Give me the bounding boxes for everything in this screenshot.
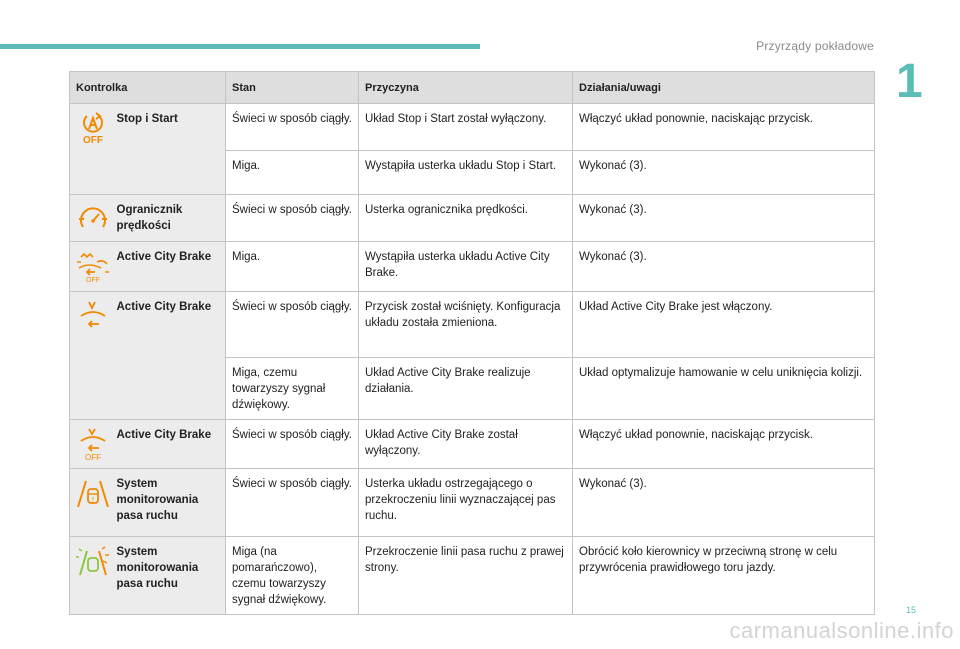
cause-cell: Układ Stop i Start został wyłączony. [359,104,573,151]
action-cell: Włączyć układ ponownie, naciskając przycisk. [573,420,875,469]
action-cell: Układ optymalizuje hamowanie w celu uniknięcia kolizji. [573,358,875,420]
action-cell: Układ Active City Brake jest włączony. [573,292,875,358]
table-row [70,292,875,358]
active-city-brake-icon [75,298,111,334]
active-city-brake-off-icon [75,426,111,462]
indicator-name: System monitorowania pasa ruchu [115,469,226,537]
svg-text:!: ! [91,497,94,504]
table-row [70,104,875,151]
indicator-name: Active City Brake [115,420,226,469]
state-cell: Świeci w sposób ciągły. [226,104,359,151]
state-cell: Miga, czemu towarzyszy sygnał dźwiękowy. [226,358,359,420]
table-row [70,537,875,615]
header-kontrolka: Kontrolka [70,72,226,104]
indicator-name: System monitorowania pasa ruchu [115,537,226,615]
table-row [70,242,875,292]
cause-cell: Usterka ogranicznika prędkości. [359,195,573,242]
cause-cell: Przycisk został wciśnięty. Konfiguracja układu została zmieniona. [359,292,573,358]
chapter-number: 1 [896,55,923,108]
stop-start-off-icon [75,110,111,146]
state-cell: Świeci w sposób ciągły. [226,469,359,537]
table-row [70,469,875,537]
action-cell: Wykonać (3). [573,151,875,195]
active-city-brake-blink-icon [75,248,111,284]
lane-departure-blink-icon [75,543,111,579]
indicator-name: Active City Brake [115,292,226,420]
svg-text:OFF: OFF [85,277,100,284]
cause-cell: Wystąpiła usterka układu Stop i Start. [359,151,573,195]
lane-departure-icon [75,475,111,511]
indicator-name: Ogranicznik prędkości [115,195,226,242]
action-cell: Obrócić koło kierownicy w przeciwną stronę w celu przywrócenia prawidłowego toru jazdy. [573,537,875,615]
header-stan: Stan [226,72,359,104]
state-cell: Świeci w sposób ciągły. [226,420,359,469]
header-przyczyna: Przyczyna [359,72,573,104]
speed-limiter-icon [75,201,111,237]
header-accent-bar [0,44,480,49]
cause-cell: Układ Active City Brake realizuje działania. [359,358,573,420]
svg-text:OFF: OFF [82,135,103,146]
cause-cell: Usterka układu ostrzegającego o przekroczeniu linii wyznaczającej pas ruchu. [359,469,573,537]
table-header-row [70,72,875,104]
indicator-name: Active City Brake [115,242,226,292]
header-dzialania: Działania/uwagi [573,72,875,104]
table-row [70,420,875,469]
action-cell: Wykonać (3). [573,469,875,537]
action-cell: Wykonać (3). [573,242,875,292]
state-cell: Miga. [226,242,359,292]
cause-cell: Przekroczenie linii pasa ruchu z prawej strony. [359,537,573,615]
watermark: carmanualsonline.info [729,618,954,643]
state-cell: Świeci w sposób ciągły. [226,195,359,242]
cause-cell: Wystąpiła usterka układu Active City Brake. [359,242,573,292]
action-cell: Włączyć układ ponownie, naciskając przycisk. [573,104,875,151]
warning-lights-table [69,71,875,615]
state-cell: Miga (na pomarańczowo), czemu towarzyszy sygnał dźwiękowy. [226,537,359,615]
action-cell: Wykonać (3). [573,195,875,242]
svg-text:OFF: OFF [84,453,101,462]
page-number: 15 [906,605,917,615]
indicator-name: Stop i Start [115,104,226,195]
cause-cell: Układ Active City Brake został wyłączony. [359,420,573,469]
state-cell: Miga. [226,151,359,195]
table-row [70,195,875,242]
state-cell: Świeci w sposób ciągły. [226,292,359,358]
page-section-title: Przyrządy pokładowe [756,39,874,53]
